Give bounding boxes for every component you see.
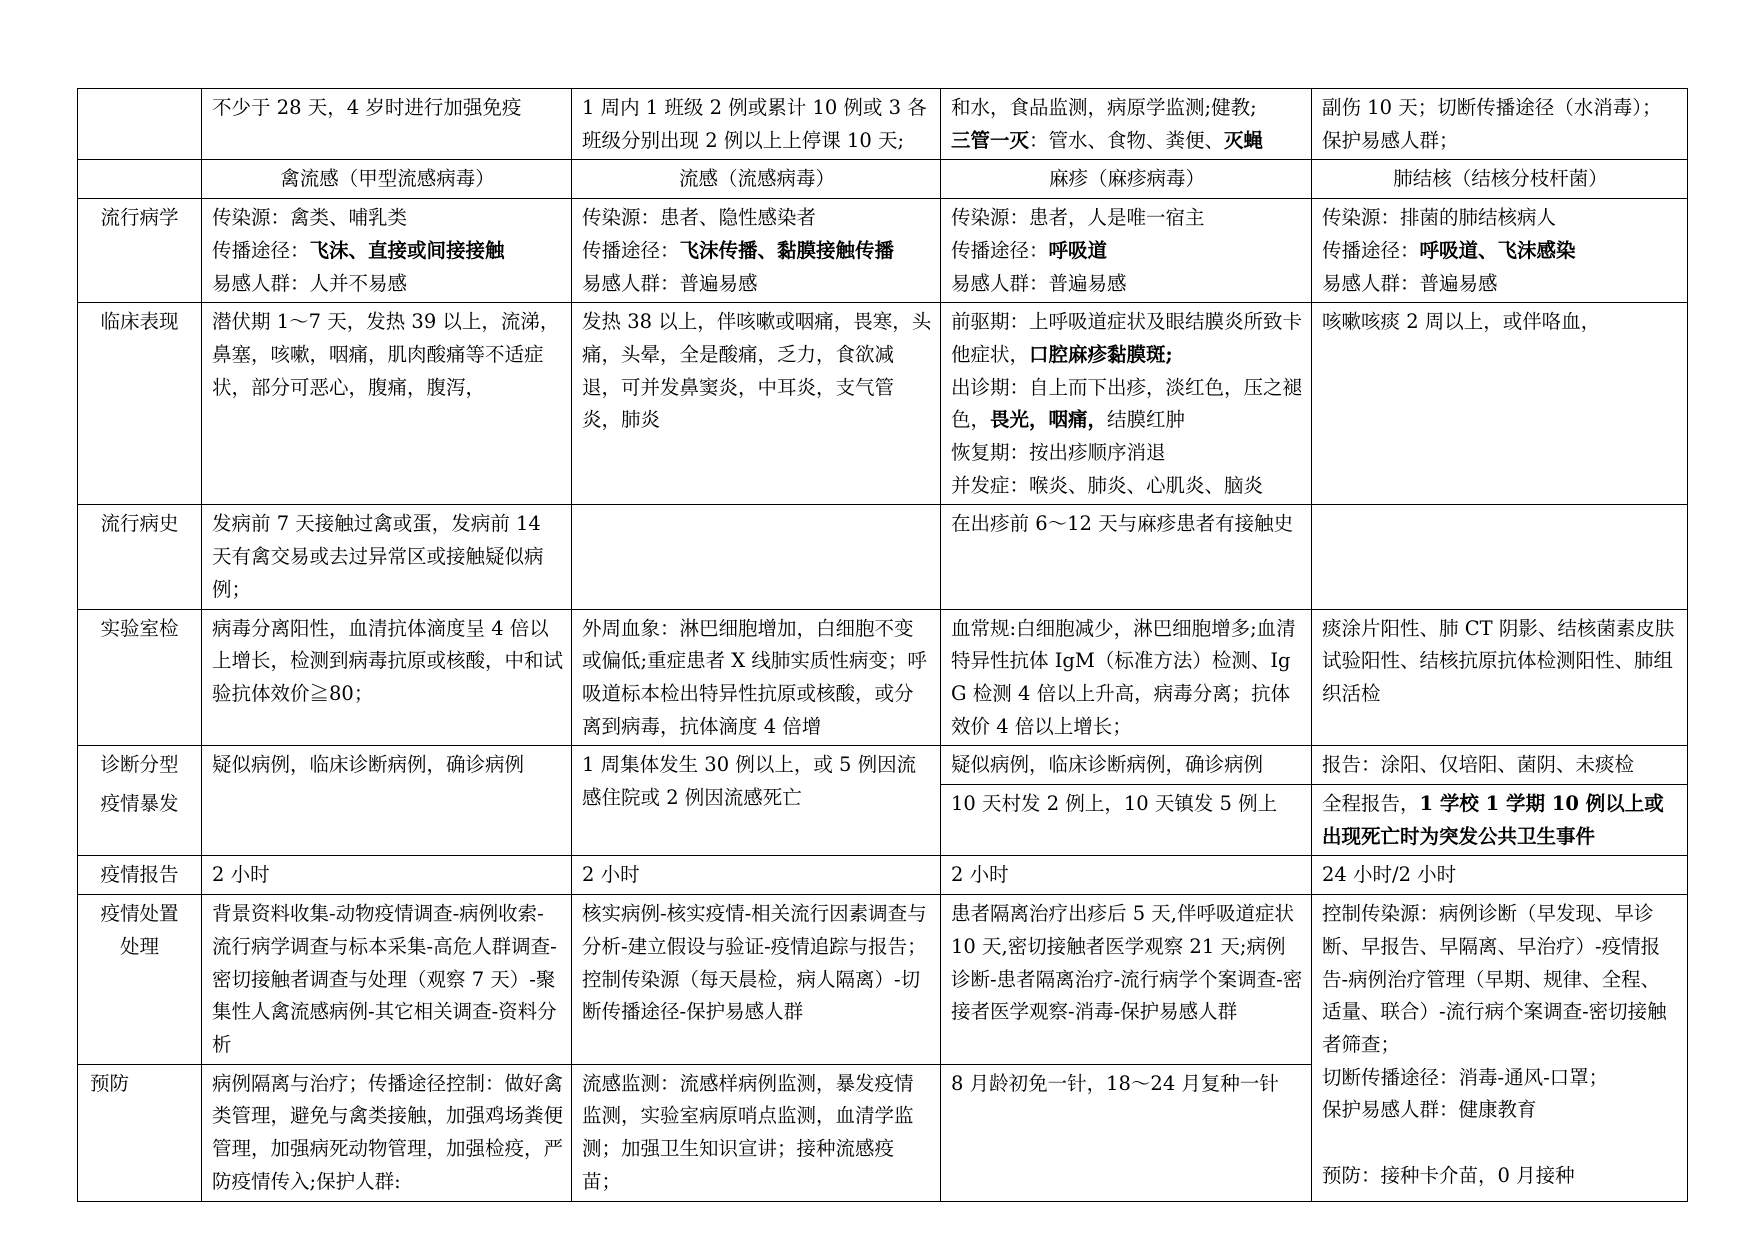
cell-top-avian: 不少于 28 天，4 岁时进行加强免疫 xyxy=(202,89,572,160)
row-history xyxy=(78,505,1688,609)
cell-history-measles: 在出疹前 6～12 天与麻疹患者有接触史 xyxy=(941,505,1312,609)
row-label-outbreak: 疫情暴发 xyxy=(78,785,202,856)
header-influenza: 流感（流感病毒） xyxy=(572,160,941,199)
cell-prevention-flu: 流感监测：流感样病例监测，暴发疫情监测，实验室病原哨点监测，血清学监测；加强卫生知识宣讲；接种流感疫苗； xyxy=(572,1064,941,1201)
cell-handling-prevention-tb: 控制传染源：病例诊断（早发现、早诊断、早报告、早隔离、早治疗）-疫情报告-病例治疗管理（早期、规律、全程、适量、联合）-流行病个案调查-密切接触者筛查； 切断传播途径：消毒-通风-口罩； 保护易感人群：健康教育 预防：接种卡介苗，0 月接种 xyxy=(1312,895,1688,1201)
cell-class-avian: 疑似病例，临床诊断病例，确诊病例 xyxy=(202,746,572,785)
row-handling xyxy=(78,895,1688,1065)
cell-outbreak-flu: 1 周集体发生 30 例以上，或 5 例因流感住院或 2 例因流感死亡 xyxy=(572,746,941,856)
cell-class-measles: 疑似病例，临床诊断病例，确诊病例 xyxy=(941,746,1312,785)
cell-report-measles: 2 小时 xyxy=(941,856,1312,895)
cell-history-tb xyxy=(1312,505,1688,609)
row-label-lab: 实验室检 xyxy=(78,609,202,746)
row-label-classification: 诊断分型 xyxy=(78,746,202,785)
row-lab xyxy=(78,609,1688,746)
cell-clinical-tb: 咳嗽咳痰 2 周以上，或伴咯血， xyxy=(1312,303,1688,505)
cell-outbreak-tb: 全程报告，1 学校 1 学期 10 例以上或出现死亡时为突发公共卫生事件 xyxy=(1312,785,1688,856)
cell-lab-flu: 外周血象：淋巴细胞增加，白细胞不变或偏低;重症患者 X 线肺实质性病变；呼吸道标本检出特异性抗原或核酸，或分离到病毒，抗体滴度 4 倍增 xyxy=(572,609,941,746)
cell-prevention-measles: 8 月龄初免一针，18～24 月复种一针 xyxy=(941,1064,1312,1201)
header-tuberculosis: 肺结核（结核分枝杆菌） xyxy=(1312,160,1688,199)
row-clinical xyxy=(78,303,1688,505)
disease-comparison-table xyxy=(77,88,1688,1202)
cell-clinical-avian: 潜伏期 1～7 天，发热 39 以上，流涕，鼻塞，咳嗽，咽痛，肌肉酸痛等不适症状，部分可恶心，腹痛，腹泻， xyxy=(202,303,572,505)
cell-clinical-flu: 发热 38 以上，伴咳嗽或咽痛，畏寒，头痛，头晕，全是酸痛，乏力，食欲减退，可并发鼻窦炎，中耳炎，支气管炎，肺炎 xyxy=(572,303,941,505)
cell-history-avian: 发病前 7 天接触过禽或蛋，发病前 14 天有禽交易或去过异常区或接触疑似病例； xyxy=(202,505,572,609)
cell-lab-measles: 血常规:白细胞减少，淋巴细胞增多;血清特异性抗体 IgM（标准方法）检测、IgG 检测 4 倍以上升高，病毒分离；抗体效价 4 倍以上增长； xyxy=(941,609,1312,746)
cell-clinical-measles: 前驱期：上呼吸道症状及眼结膜炎所致卡他症状，口腔麻疹黏膜斑; 出诊期：自上而下出疹，淡红色，压之褪色，畏光，咽痛，结膜红肿 恢复期：按出疹顺序消退 并发症：喉炎、肺炎、心肌炎、脑炎 xyxy=(941,303,1312,505)
row-label-prevention: 预防 xyxy=(78,1064,202,1201)
cell-outbreak-measles: 10 天村发 2 例上，10 天镇发 5 例上 xyxy=(941,785,1312,856)
cell-epi-flu: 传染源：患者、隐性感染者 传播途径：飞沫传播、黏膜接触传播 易感人群：普遍易感 xyxy=(572,199,941,303)
cell-prevention-avian: 病例隔离与治疗；传播途径控制：做好禽类管理，避免与禽类接触，加强鸡场粪便管理，加强病死动物管理，加强检疫，严防疫情传入;保护人群: xyxy=(202,1064,572,1201)
cell-report-avian: 2 小时 xyxy=(202,856,572,895)
cell-top-flu: 1 周内 1 班级 2 例或累计 10 例或 3 各班级分别出现 2 例以上上停课 10 天; xyxy=(572,89,941,160)
cell-history-flu xyxy=(572,505,941,609)
row-label-history: 流行病史 xyxy=(78,505,202,609)
row-epidemiology xyxy=(78,199,1688,303)
cell-handling-measles: 患者隔离治疗出疹后 5 天,伴呼吸道症状 10 天,密切接触者医学观察 21 天;病例诊断-患者隔离治疗-流行病学个案调查-密接者医学观察-消毒-保护易感人群 xyxy=(941,895,1312,1065)
cell-lab-avian: 病毒分离阳性，血清抗体滴度呈 4 倍以上增长，检测到病毒抗原或核酸，中和试验抗体效价≧80； xyxy=(202,609,572,746)
header-measles: 麻疹（麻疹病毒） xyxy=(941,160,1312,199)
cell-outbreak-avian xyxy=(202,785,572,856)
row-label-handling: 疫情处置 处理 xyxy=(78,895,202,1065)
row-label-empty xyxy=(78,89,202,160)
header-empty xyxy=(78,160,202,199)
cell-report-flu: 2 小时 xyxy=(572,856,941,895)
row-label-report: 疫情报告 xyxy=(78,856,202,895)
header-row xyxy=(78,160,1688,199)
header-avian-flu: 禽流感（甲型流感病毒） xyxy=(202,160,572,199)
cell-epi-measles: 传染源：患者，人是唯一宿主 传播途径：呼吸道 易感人群：普遍易感 xyxy=(941,199,1312,303)
cell-handling-avian: 背景资料收集-动物疫情调查-病例收索-流行病学调查与标本采集-高危人群调查-密切接触者调查与处理（观察 7 天）-聚集性人禽流感病例-其它相关调查-资料分析 xyxy=(202,895,572,1065)
cell-top-tb: 副伤 10 天；切断传播途径（水消毒）；保护易感人群； xyxy=(1312,89,1688,160)
row-label-epidemiology: 流行病学 xyxy=(78,199,202,303)
row-classification xyxy=(78,746,1688,785)
cell-top-measles: 和水，食品监测，病原学监测;健教; 三管一灭：管水、食物、粪便、灭蝇 xyxy=(941,89,1312,160)
cell-lab-tb: 痰涂片阳性、肺 CT 阴影、结核菌素皮肤试验阳性、结核抗原抗体检测阳性、肺组织活检 xyxy=(1312,609,1688,746)
cell-class-tb: 报告：涂阳、仅培阳、菌阴、未痰检 xyxy=(1312,746,1688,785)
cell-report-tb: 24 小时/2 小时 xyxy=(1312,856,1688,895)
row-label-clinical: 临床表现 xyxy=(78,303,202,505)
row-report xyxy=(78,856,1688,895)
cell-handling-flu: 核实病例-核实疫情-相关流行因素调查与分析-建立假设与验证-疫情追踪与报告；控制传染源（每天晨检，病人隔离）-切断传播途径-保护易感人群 xyxy=(572,895,941,1065)
cell-epi-tb: 传染源：排菌的肺结核病人 传播途径：呼吸道、飞沫感染 易感人群：普遍易感 xyxy=(1312,199,1688,303)
cell-epi-avian: 传染源：禽类、哺乳类 传播途径：飞沫、直接或间接接触 易感人群：人并不易感 xyxy=(202,199,572,303)
continuation-row xyxy=(78,89,1688,160)
